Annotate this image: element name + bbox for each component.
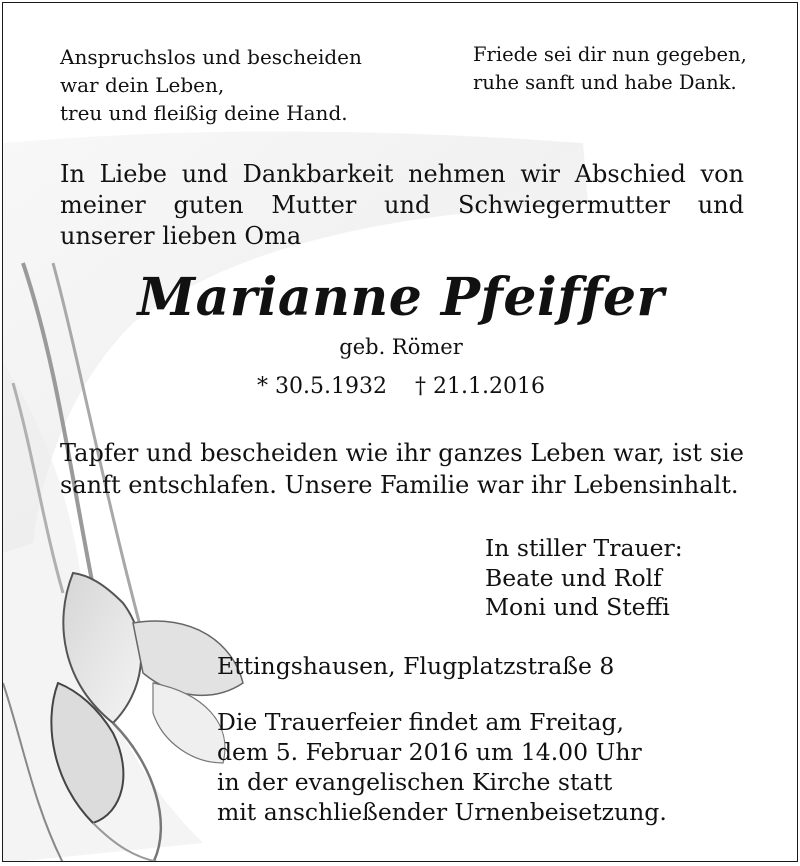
mourners — [485, 534, 683, 623]
verse-left-line: Anspruchslos und bescheiden — [60, 45, 362, 69]
maiden-name: geb. Römer — [339, 335, 463, 359]
verse-right-line: ruhe sanft und habe Dank. — [473, 71, 737, 94]
address: Ettingshausen, Flugplatzstraße 8 — [217, 652, 615, 680]
verse-left-line: war dein Leben, — [60, 73, 225, 97]
life-dates — [3, 373, 798, 401]
intro-text: In Liebe und Dankbarkeit nehmen wir Abschied von meiner guten Mutter und Schwiegermutter und unserer lieben Oma — [60, 160, 744, 250]
deceased-name: Marianne Pfeiffer — [137, 267, 665, 328]
service-line: dem 5. Februar 2016 um 14.00 Uhr — [217, 738, 642, 766]
death-date: † 21.1.2016 — [415, 374, 545, 399]
tribute-text: Tapfer und bescheiden wie ihr ganzes Leben war, ist sie sanft entschlafen. Unsere Familie war ihr Lebensinhalt. — [60, 439, 744, 499]
service-line: mit anschließender Urnenbeisetzung. — [217, 798, 667, 826]
funeral-service-info — [217, 707, 667, 827]
verse-left-line: treu und fleißig deine Hand. — [60, 101, 348, 125]
verse-right — [473, 41, 747, 97]
verse-left — [60, 43, 362, 127]
verse-right-line: Friede sei dir nun gegeben, — [473, 43, 747, 66]
service-line: in der evangelischen Kirche statt — [217, 768, 613, 796]
birth-date: * 30.5.1932 — [257, 374, 387, 399]
service-line: Die Trauerfeier findet am Freitag, — [217, 708, 625, 736]
obituary-notice — [2, 2, 798, 862]
mourners-line: In stiller Trauer: — [485, 534, 683, 562]
mourners-line: Beate und Rolf — [485, 563, 662, 592]
mourners-line: Moni und Steffi — [485, 593, 670, 621]
